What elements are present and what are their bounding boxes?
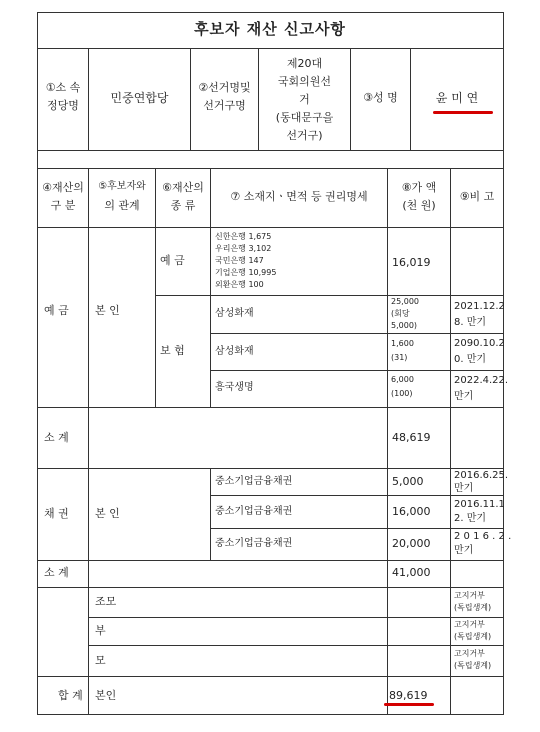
rule	[210, 370, 503, 371]
bond-value: 5,000	[392, 475, 424, 488]
col-header-details: ⑦ 소재지ㆍ면적 등 권리명세	[230, 190, 368, 203]
col-header-value: (천 원)	[402, 199, 436, 212]
bank-item: 국민은행 147	[215, 256, 264, 265]
insurance-name: 삼성화재	[215, 346, 254, 357]
category-deposits: 예 금	[44, 304, 69, 317]
type-savings: 예 금	[160, 254, 185, 267]
col-header-category: 구 분	[50, 199, 76, 212]
insurance-name: 삼성화재	[215, 308, 254, 319]
border-left	[37, 12, 38, 715]
relative-note: 고지거부	[454, 591, 485, 600]
name-label: ③성 명	[363, 91, 398, 104]
rule	[37, 227, 503, 228]
relative-relation: 모	[95, 654, 106, 667]
rule	[387, 168, 388, 714]
bond-note: 2016.11.1	[454, 499, 505, 510]
rule	[210, 468, 211, 560]
rule	[190, 48, 191, 150]
border-right	[503, 12, 504, 715]
relative-relation: 부	[95, 624, 106, 637]
rule	[37, 48, 503, 49]
insurance-value: 5,000)	[391, 321, 418, 330]
relation-self: 본 인	[95, 507, 120, 520]
insurance-note: 2090.10.2	[454, 338, 505, 349]
bond-note: 2 0 1 6 . 2 .	[454, 531, 512, 542]
type-insurance: 보 험	[160, 344, 185, 357]
district-value: (동대문구을	[275, 111, 334, 124]
insurance-name: 흥국생명	[215, 382, 254, 393]
col-header-value: ⑧가 액	[401, 181, 437, 194]
relative-note: (독립생계)	[454, 632, 492, 641]
savings-value: 16,019	[392, 256, 431, 269]
bank-item: 신한은행 1,675	[215, 232, 272, 241]
district-label: 선거구명	[203, 99, 246, 112]
border-bottom	[37, 714, 503, 715]
bond-note: 2016.6.25.	[454, 470, 509, 481]
bond-note: 만기	[454, 545, 474, 556]
col-header-relation: 의 관계	[104, 199, 140, 212]
rule	[210, 495, 503, 496]
border-top	[37, 12, 503, 13]
bond-name: 중소기업금융채권	[215, 538, 293, 549]
insurance-value: 6,000	[391, 375, 414, 384]
bond-value: 16,000	[392, 505, 431, 518]
bond-note: 2. 만기	[454, 513, 487, 524]
relative-note: 고지거부	[454, 649, 485, 658]
relative-relation: 조모	[95, 595, 117, 608]
rule	[37, 168, 503, 169]
bond-note: 만기	[454, 483, 474, 494]
candidate-name: 윤 미 연	[435, 91, 479, 105]
total-value: 89,619	[389, 689, 428, 702]
deposits-subtotal-value: 48,619	[392, 431, 431, 444]
party-label: 정당명	[47, 99, 79, 112]
total-label: 합 계	[58, 689, 83, 702]
subtotal-label: 소 계	[44, 431, 69, 444]
relation-self: 본 인	[95, 304, 120, 317]
insurance-value: (회당	[391, 309, 410, 318]
district-value: 제20대	[286, 57, 323, 70]
party-value: 민중연합당	[110, 91, 169, 105]
district-value: 국회의원선	[277, 75, 332, 88]
rule	[88, 617, 503, 618]
district-label: ②선거명및	[198, 81, 251, 94]
col-header-type: 종 류	[170, 199, 196, 212]
insurance-value: 25,000	[391, 297, 419, 306]
rule	[37, 676, 503, 677]
insurance-note: 만기	[454, 391, 474, 402]
bank-item: 우리은행 3,102	[215, 244, 272, 253]
rule	[37, 468, 503, 469]
bond-name: 중소기업금융채권	[215, 476, 293, 487]
insurance-note: 8. 만기	[454, 317, 487, 328]
rule	[37, 407, 503, 408]
bank-item: 외환은행 100	[215, 280, 264, 289]
bank-item: 기업은행 10,995	[215, 268, 277, 277]
bonds-subtotal-value: 41,000	[392, 566, 431, 579]
rule	[88, 168, 89, 714]
rule	[37, 560, 503, 561]
rule	[210, 333, 503, 334]
insurance-value: (100)	[391, 389, 413, 398]
insurance-note: 2021.12.2	[454, 301, 505, 312]
relative-note: (독립생계)	[454, 603, 492, 612]
total-relation: 본인	[95, 689, 117, 702]
total-highlight-underline	[384, 703, 434, 706]
rule	[210, 528, 503, 529]
relative-note: 고지거부	[454, 620, 485, 629]
rule	[37, 150, 503, 151]
name-highlight-underline	[433, 111, 493, 114]
col-header-category: ④재산의	[42, 181, 84, 194]
bond-value: 20,000	[392, 537, 431, 550]
rule	[88, 645, 503, 646]
insurance-note: 0. 만기	[454, 354, 487, 365]
col-header-note: ⑨비 고	[459, 190, 495, 203]
subtotal-label: 소 계	[44, 566, 69, 579]
insurance-note: 2022.4.22.	[454, 375, 509, 386]
party-label: ①소 속	[45, 81, 81, 94]
col-header-relation: ⑤후보자와	[98, 181, 146, 192]
district-value: 거	[299, 93, 310, 106]
document-title: 후보자 재산 신고사항	[194, 20, 346, 38]
rule	[450, 168, 451, 714]
rule	[37, 587, 503, 588]
district-value: 선거구)	[286, 129, 323, 142]
rule	[210, 168, 211, 407]
bond-name: 중소기업금융채권	[215, 506, 293, 517]
category-bonds: 채 권	[44, 507, 69, 520]
insurance-value: (31)	[391, 353, 408, 362]
insurance-value: 1,600	[391, 339, 414, 348]
col-header-type: ⑥재산의	[162, 181, 204, 194]
relative-note: (독립생계)	[454, 661, 492, 670]
